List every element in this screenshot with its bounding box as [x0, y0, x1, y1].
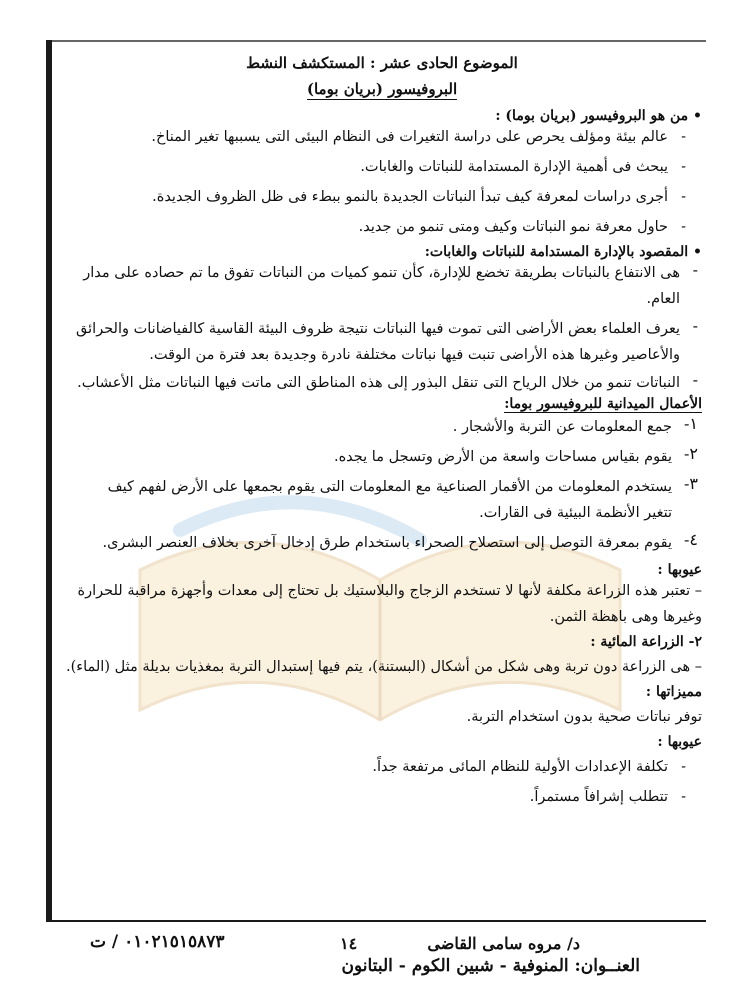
section-heading-advantages: مميزاتها :	[645, 684, 702, 700]
subtitle-text: البروفيسور (بريان بوما)	[306, 80, 458, 98]
list-item-line: العام.	[646, 291, 680, 307]
list-item-line: يقوم بمعرفة التوصل إلى استصلاح الصحراء باستخدام طرق إدخال آخرى بخلاف العنصر البشرى.	[102, 535, 672, 551]
numbered-item	[62, 414, 698, 440]
list-item-line: - النباتات تنمو من خلال الرياح التى تنقل البذور إلى هذه المناطق التى ماتت فيها النباتات مثل الأعشاب.	[77, 375, 680, 391]
list-item-line: تتغير الأنظمة البيئية فى القارات.	[479, 505, 672, 521]
list-item: - أجرى دراسات لمعرفة كيف تبدأ النباتات الجديدة بالنمو ببطء فى ظل الظروف الجديدة.	[62, 184, 686, 210]
section-heading-sustainable: • المقصود بالإدارة المستدامة للنباتات والغابات:	[424, 244, 702, 260]
phone-number: ٠١٠٢١٥١٥٨٧٣ / ت	[90, 932, 225, 952]
section-heading-fieldwork	[62, 396, 702, 412]
item-number: ٤-	[684, 530, 698, 549]
page-title: الموضوع الحادى عشر : المستكشف النشط	[246, 54, 518, 72]
numbered-item	[62, 530, 698, 556]
list-item: - عالم بيئة ومؤلف يحرص على دراسة التغيرات فى النظام البيئى التى يسببها تغير المناخ.	[62, 124, 686, 150]
paragraph-line: – هى الزراعة دون تربة وهى شكل من أشكال (البستنة)، يتم فيها إستبدال التربة بمغذيات بديلة مثل (الماء).	[66, 659, 702, 675]
list-item: - حاول معرفة نمو النباتات وكيف ومتى تنمو من جديد.	[62, 214, 686, 240]
list-item-line: - هى الانتفاع بالنباتات بطريقة تخضع للإدارة، كأن تنمو كميات من النباتات تفوق ما تم حصاده على مدار	[83, 265, 680, 281]
list-item: - يبحث فى أهمية الإدارة المستدامة للنباتات والغابات.	[62, 154, 686, 180]
paragraph-line: – تعتبر هذه الزراعة مكلفة لأنها لا تستخدم الزجاج والبلاستيك بل تحتاج إلى معدات وأجهزة مراقبة للحرارة	[77, 583, 702, 599]
paragraph-line: وغيرها وهى باهظة الثمن.	[549, 609, 702, 625]
numbered-item	[62, 474, 698, 526]
list-item: - تتطلب إشرافاً مستمراً.	[62, 784, 686, 810]
item-number: ٢-	[684, 444, 698, 463]
list-item	[62, 316, 698, 368]
list-item-line: يقوم بقياس مساحات واسعة من الأرض وتسجل ما يجده.	[333, 449, 672, 465]
list-item-line: جمع المعلومات عن التربة والأشجار .	[452, 419, 672, 435]
top-rule	[46, 40, 706, 42]
author-name: د/ مروه سامى القاضى	[427, 934, 580, 953]
list-item-line: والأعاصير وغيرها هذه الأراضى تنبت فيها نباتات مختلفة نادرة وجديدة بعد فترة من الوقت.	[149, 347, 680, 363]
list-item	[62, 370, 698, 396]
list-item	[62, 260, 698, 312]
list-item-line: يستخدم المعلومات من الأقمار الصناعية مع المعلومات التى يقوم بجمعها على الأرض لفهم كيف	[107, 479, 672, 495]
footer-rule	[46, 920, 706, 922]
page-subtitle	[62, 80, 702, 98]
list-item-line: - يعرف العلماء بعض الأراضى التى تموت فيها النباتات نتيجة ظروف البيئة القاسية كالفياضانات والحرائق	[76, 321, 680, 337]
section-heading-disadvantages-2: عيوبها :	[657, 734, 702, 750]
left-border	[46, 40, 52, 920]
document-body	[62, 48, 702, 810]
item-number: ٣-	[684, 474, 698, 493]
numbered-item	[62, 444, 698, 470]
section-heading-who: • من هو البروفيسور (بريان بوما) :	[495, 108, 702, 124]
section-heading-disadvantages: عيوبها :	[657, 562, 702, 578]
address: العنــوان: المنوفية - شبين الكوم - البتانون	[341, 956, 640, 976]
list-item: - تكلفة الإعدادات الأولية للنظام المائى مرتفعة جداً.	[62, 754, 686, 780]
fieldwork-heading-text: الأعمال الميدانية للبروفيسور بوما:	[504, 396, 702, 412]
item-number: ١-	[684, 414, 698, 433]
page-number: ١٤	[340, 934, 358, 953]
paragraph-line: توفر نباتات صحية بدون استخدام التربة.	[466, 709, 702, 725]
section-heading-hydroponics: ٢- الزراعة المائية :	[590, 634, 702, 650]
